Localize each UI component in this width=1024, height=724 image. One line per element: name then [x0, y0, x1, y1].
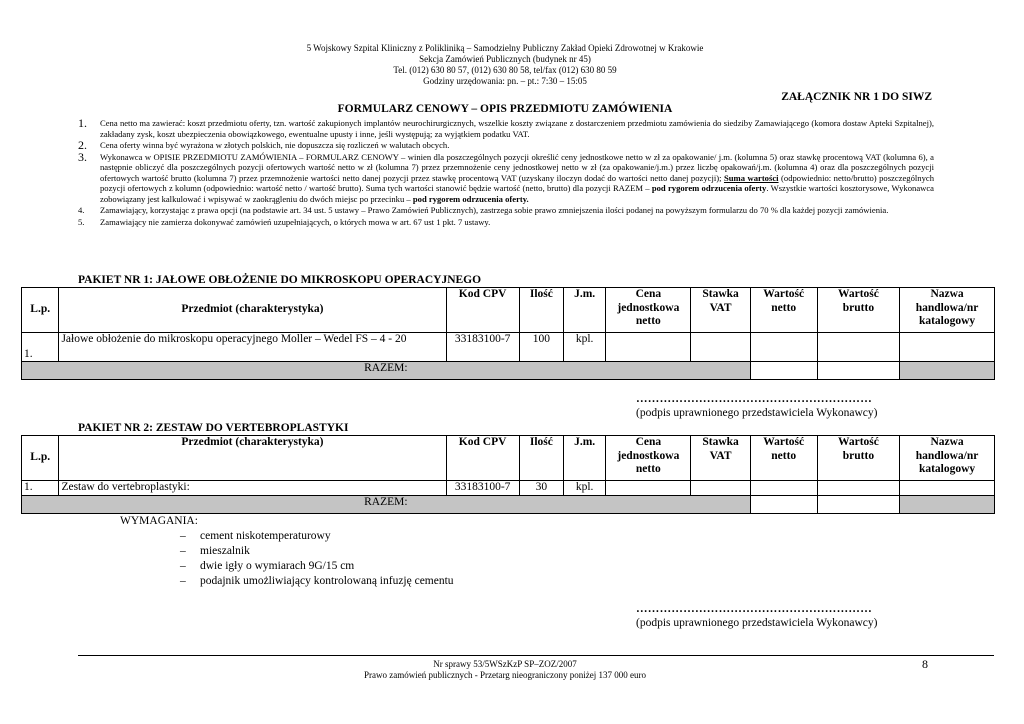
row-vat-input[interactable] [691, 333, 750, 362]
signature-caption-1: (podpis uprawnionego przedstawiciela Wykonawcy) [636, 407, 878, 419]
col-unit-price: Cena jednostkowa netto [606, 436, 691, 481]
col-cpv: Kod CPV [446, 436, 519, 481]
form-title: FORMULARZ CENOWY – OPIS PRZEDMIOTU ZAMÓWIENIA [337, 103, 673, 115]
total-gross-input[interactable] [817, 496, 899, 514]
footer-case-number: Nr sprawy 53/5WSzKzP SP–ZOZ/2007 [433, 659, 577, 669]
col-net-value: Wartość netto [750, 436, 817, 481]
col-item: Przedmiot (charakterystyka) [59, 288, 446, 333]
requirements [120, 514, 454, 589]
total-gross-input[interactable] [817, 362, 899, 380]
col-unit: J.m. [563, 436, 605, 481]
total-empty [900, 362, 995, 380]
signature-line-1[interactable]: …………………………………………………… [636, 393, 872, 405]
note-4 [78, 205, 934, 216]
col-unit-price: Cena jednostkowa netto [606, 288, 691, 333]
note-text: (odpowiednio: netto/brutto) poszczególnych pozycji ofertowych z kolumn (odpowiednio: wartość netto / wartość brutto). Suma tych wartości stanowić będzie wartość (netto, brutto) dla pozycji RAZEM – [100, 172, 934, 193]
note-3 [78, 149, 934, 205]
col-gross-value: Wartość brutto [817, 436, 899, 481]
row-item: Zestaw do vertebroplastyki: [59, 481, 446, 496]
requirements-title: WYMAGANIA: [120, 515, 198, 527]
row-vat-input[interactable] [691, 481, 750, 496]
note-number: 2. [78, 138, 87, 152]
list-item: – dwie igły o wymiarach 9G/15 cm [180, 560, 355, 572]
col-unit: J.m. [563, 288, 605, 333]
total-row [22, 362, 995, 380]
note-number: 3. [78, 149, 87, 164]
header-hours: Godziny urzędowania: pn. – pt.: 7:30 – 15:05 [423, 76, 587, 86]
note-emphasis: pod rygorem odrzucenia oferty [651, 183, 767, 193]
row-net-input[interactable] [750, 481, 817, 496]
list-item: – cement niskotemperaturowy [180, 530, 331, 542]
col-qty: Ilość [519, 288, 563, 333]
col-item: Przedmiot (charakterystyka) [59, 436, 446, 481]
total-empty [900, 496, 995, 514]
package-2-table [21, 435, 995, 514]
note-emphasis: Suma wartości [723, 172, 779, 183]
col-trade-name: Nazwa handlowa/nr katalogowy [900, 436, 995, 481]
note-text: Zamawiający, korzystając z prawa opcji (na podstawie art. 34 ust. 5 ustawy – Prawo Zamówień Publicznych), zastrzega sobie prawo zmniejszenia ilości podanej na powyższym formularzu do 70 % dla każdej pozycji zamówienia. [100, 205, 889, 215]
table-header-row [22, 436, 995, 481]
list-item: – podajnik umożliwiający kontrolowaną infuzję cementu [180, 575, 454, 587]
total-label: RAZEM: [22, 362, 751, 380]
col-lp: L.p. [22, 288, 59, 333]
footer-law: Prawo zamówień publicznych - Przetarg nieograniczony poniżej 137 000 euro [364, 670, 646, 680]
note-number: 4. [78, 205, 85, 215]
col-lp: L.p. [22, 436, 59, 481]
total-net-input[interactable] [750, 362, 817, 380]
row-trade-name-input[interactable] [900, 333, 995, 362]
col-cpv: Kod CPV [446, 288, 519, 333]
row-cpv: 33183100-7 [446, 481, 519, 496]
col-qty: Ilość [519, 436, 563, 481]
instructions-list [78, 118, 934, 228]
col-trade-name: Nazwa handlowa/nr katalogowy [900, 288, 995, 333]
list-item: – mieszalnik [180, 545, 250, 557]
page-number: 8 [922, 657, 928, 671]
row-net-input[interactable] [750, 333, 817, 362]
note-text: Wykonawca w OPISIE PRZEDMIOTU ZAMÓWIENIA – FORMULARZ CENOWY – winien dla poszczególnych pozycji określić ceny jednostkowe netto w zł za opakowanie/ j.m. (kolumna 5) oraz stawkę procentową VAT (kolumna 6), a następnie obliczyć dla poszczególnych pozycji ofertowych wartość netto w zł (kolumna 7) przez przemnożenie ceny jednostkowej netto w zł (za opakowanie/j.m.) przez liczbę opakowań/j.m. (kolumna 4) oraz dla poszczególnych pozycji ofertowych wartość brutto (kolumna 7) przez przemnożenie wartości netto danej pozycji przez stawkę procentową VAT (uzyskany iloczyn dodać do wartości netto danej pozycji); [100, 151, 934, 183]
signature-caption-2: (podpis uprawnionego przedstawiciela Wykonawcy) [636, 617, 878, 629]
total-net-input[interactable] [750, 496, 817, 514]
row-unit: kpl. [563, 333, 605, 362]
note-emphasis: pod rygorem odrzucenia oferty. [412, 193, 529, 204]
row-lp: 1. [22, 333, 59, 362]
table-row [22, 333, 995, 362]
total-row [22, 496, 995, 514]
note-number: 5. [78, 216, 85, 227]
package-1-table [21, 287, 995, 380]
header-phone: Tel. (012) 630 80 57, (012) 630 80 58, tel/fax (012) 630 80 59 [393, 65, 617, 75]
note-2 [78, 140, 934, 151]
row-cpv: 33183100-7 [446, 333, 519, 362]
row-gross-input[interactable] [817, 481, 899, 496]
attachment-label: ZAŁĄCZNIK NR 1 DO SIWZ [781, 91, 932, 103]
row-lp: 1. [22, 481, 59, 496]
row-unit: kpl. [563, 481, 605, 496]
note-1 [78, 118, 934, 139]
package-2-title: PAKIET NR 2: ZESTAW DO VERTEBROPLASTYKI [78, 422, 349, 434]
table-row [22, 481, 995, 496]
note-text: . Wszystkie wartości kosztorysowe, Wykonawca zobowiązany jest kalkulować i wpisywać w zaokrągleniu do dwóch miejsc po przecinku – [100, 183, 934, 204]
row-unit-price-input[interactable] [606, 333, 691, 362]
signature-line-2[interactable]: …………………………………………………… [636, 603, 872, 615]
note-text: Cena netto ma zawierać: koszt przedmiotu oferty, tzn. wartość zakupionych implantów neurochirurgicznych, wszelkie koszty związane z dostarczeniem przedmiotu zamówienia do siedziby Zamawiającego (komora dostaw Apteki Szpitalnej), zakładany zysk, koszt ubezpieczenia obowiązkowego, ewentualne upusty i inne, jeśli występują; za wyjątkiem podatku VAT. [100, 118, 934, 139]
note-5 [78, 217, 934, 228]
row-qty: 100 [519, 333, 563, 362]
row-trade-name-input[interactable] [900, 481, 995, 496]
col-vat: Stawka VAT [691, 436, 750, 481]
note-number: 1. [78, 116, 87, 130]
header-section: Sekcja Zamówień Publicznych (budynek nr 45) [419, 54, 591, 64]
requirements-list [120, 529, 454, 589]
row-gross-input[interactable] [817, 333, 899, 362]
note-text: Cena oferty winna być wyrażona w złotych polskich, nie dopuszcza się rozliczeń w walutach obcych. [100, 140, 450, 150]
package-1-title: PAKIET NR 1: JAŁOWE OBŁOŻENIE DO MIKROSKOPU OPERACYJNEGO [78, 274, 482, 286]
col-gross-value: Wartość brutto [817, 288, 899, 333]
note-text: Zamawiający nie zamierza dokonywać zamówień uzupełniających, o których mowa w art. 67 ust 1 pkt. 7 ustawy. [100, 216, 491, 227]
header-hospital-name: 5 Wojskowy Szpital Kliniczny z Polikliniką – Samodzielny Publiczny Zakład Opieki Zdrowotnej w Krakowie [306, 43, 704, 53]
row-unit-price-input[interactable] [606, 481, 691, 496]
total-label: RAZEM: [22, 496, 751, 514]
footer-divider [78, 655, 994, 656]
row-item: Jałowe obłożenie do mikroskopu operacyjnego Moller – Wedel FS – 4 - 20 [59, 333, 446, 362]
col-net-value: Wartość netto [750, 288, 817, 333]
col-vat: Stawka VAT [691, 288, 750, 333]
table-header-row [22, 288, 995, 333]
row-qty: 30 [519, 481, 563, 496]
